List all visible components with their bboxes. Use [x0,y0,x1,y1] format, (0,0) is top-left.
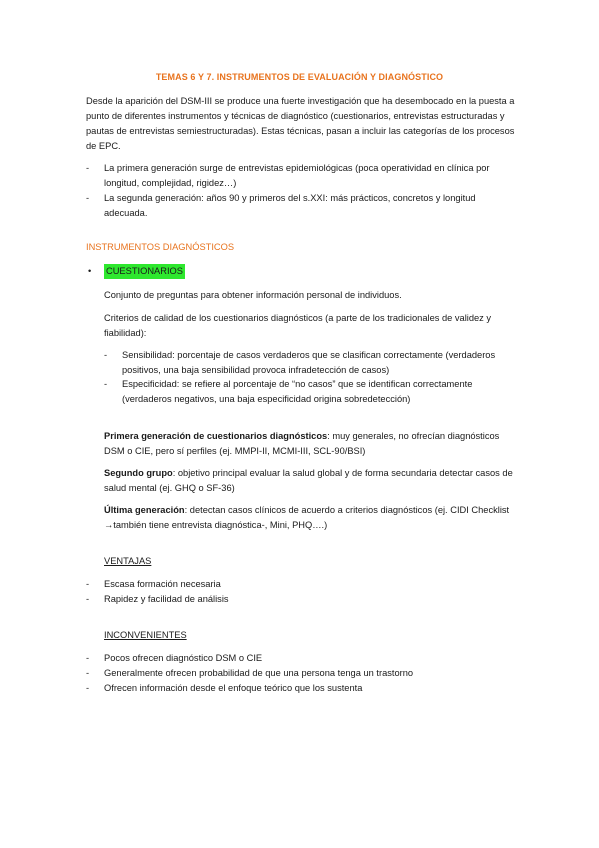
group-paragraph [104,466,514,496]
group-text: : detectan casos clínicos de acuerdo a criterios diagnósticos (ej. CIDI Checklist →también tiene entrevista diagnóstica-, Mini, PHQ….) [104,505,510,530]
group-paragraph [104,503,514,533]
criteria-text: Sensibilidad: porcentaje de casos verdaderos que se clasifican correctamente (verdaderos positivos, una baja sensibilidad provoca infradetección de casos) [122,350,496,375]
inconveniente-text: Ofrecen información desde el enfoque teórico que los sustenta [104,683,363,693]
intro-paragraph: Desde la aparición del DSM-III se produce una fuerte investigación que ha desembocado en la puesta a punto de diferentes instrumentos y técnicas de diagnóstico (cuestionarios, entrevistas estructuradas y pautas de entrevistas semiestructuradas). Estas técnicas, pasan a incluir las categorías de los procesos de EPC. [86,96,515,151]
generation-text: La segunda generación: años 90 y primeros del s.XXI: más prácticos, concretos y longitud adecuada. [104,193,476,218]
group-paragraph [104,429,514,459]
ventaja-text: Escasa formación necesaria [104,579,221,589]
dash-marker: - [104,379,108,389]
criteria-intro: Criterios de calidad de los cuestionarios diagnósticos (a parte de los tradicionales de validez y fiabilidad): [104,313,492,338]
ventajas-title: VENTAJAS [104,556,152,566]
dash-marker: - [86,683,90,693]
dash-marker: - [86,163,90,173]
ventaja-text: Rapidez y facilidad de análisis [104,594,229,604]
inconvenientes-title: INCONVENIENTES [104,630,187,640]
cuestionarios-label: CUESTIONARIOS [104,264,185,279]
definition-paragraph: Conjunto de preguntas para obtener información personal de individuos. [104,290,402,300]
dash-marker: - [86,579,90,589]
group-label: Segundo grupo [104,468,173,478]
document-title: TEMAS 6 Y 7. INSTRUMENTOS DE EVALUACIÓN Y DIAGNÓSTICO [155,72,444,82]
inconveniente-text: Pocos ofrecen diagnóstico DSM o CIE [104,653,263,663]
dash-marker: - [86,668,90,678]
dash-marker: - [86,594,90,604]
group-label: Última generación [104,505,185,515]
criteria-text: Especificidad: se refiere al porcentaje de “no casos” que se identifican correctamente (verdaderos negativos, una baja especificidad origina sobredetección) [122,379,473,404]
group-text: : objetivo principal evaluar la salud global y de forma secundaria detectar casos de salud mental (ej. GHQ o SF-36) [104,468,513,493]
dash-marker: - [86,653,90,663]
dash-marker: - [104,350,108,360]
group-label: Primera generación de cuestionarios diagnósticos [104,431,328,441]
dash-marker: - [86,193,90,203]
bullet-dot: • [88,266,92,276]
generation-text: La primera generación surge de entrevistas epidemiológicas (poca operatividad en clínica por longitud, complejidad, rigidez…) [104,163,490,188]
group-text: : muy generales, no ofrecían diagnósticos DSM o CIE, pero sí perfiles (ej. MMPI-II, MCMI-III, SCL-90/BSI) [104,431,500,456]
section-title: INSTRUMENTOS DIAGNÓSTICOS [86,242,235,252]
inconveniente-text: Generalmente ofrecen probabilidad de que una persona tenga un trastorno [104,668,414,678]
